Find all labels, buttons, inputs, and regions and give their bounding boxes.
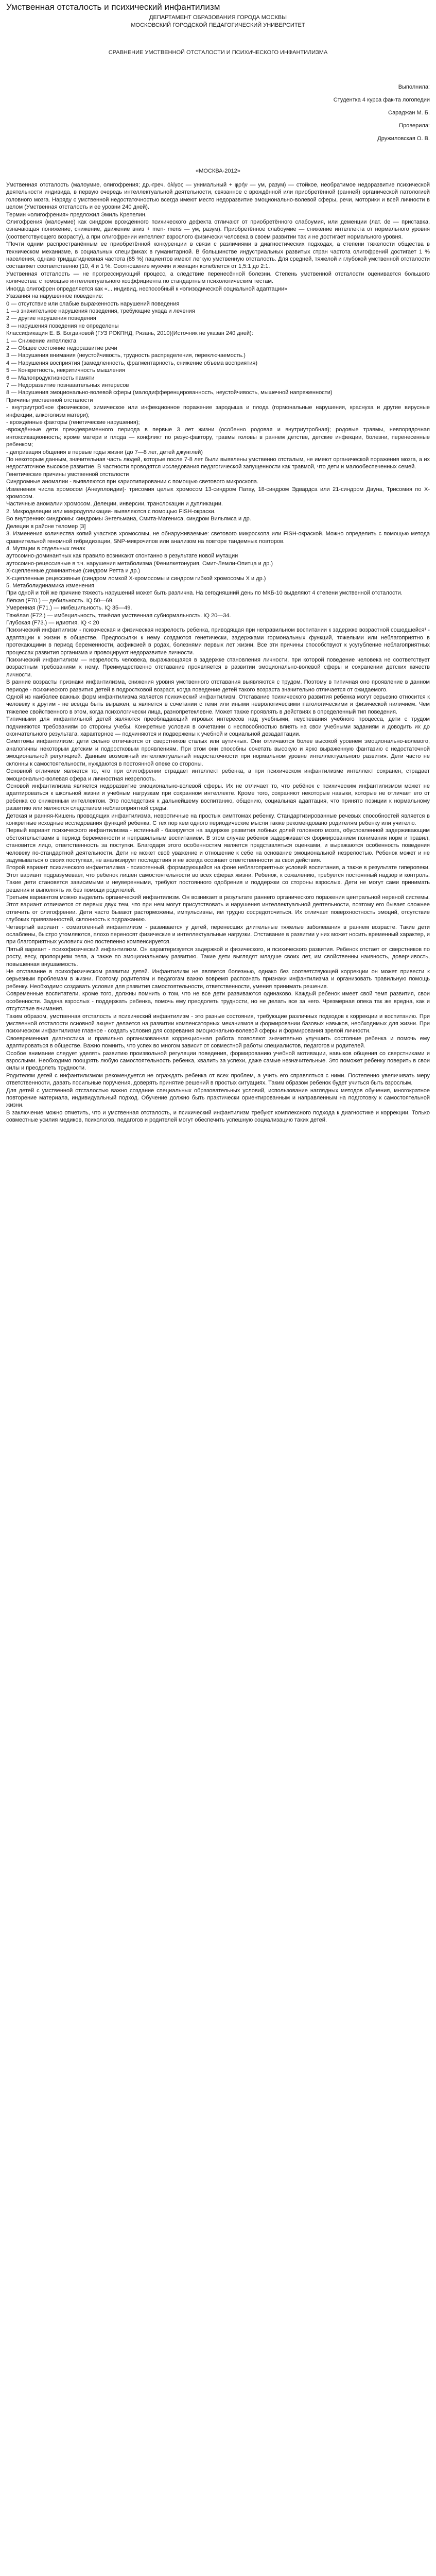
body-paragraph: Глубокая (F73.) — идиотия. IQ < 20	[6, 619, 99, 626]
department-line: ДЕПАРТАМЕНТ ОБРАЗОВАНИЯ ГОРОДА МОСКВЫ	[149, 14, 287, 21]
body-paragraph: Типичными для инфантильной детей являются преобладающий игровых интересов над учебными, неуспевания учебного процесса, дети с трудом подчиняются требованиям со стороны учебы. Конкретные условия в сочетании с неспособностью влиять на свои учебными заданиям и доводить их до окончательного результата, характерное — подчиняются и подвержены к учебной и социальной дезадаптации.	[6, 716, 430, 738]
body-paragraph: Лёгкая (F70.) — дебильность. IQ 50—69.	[6, 597, 114, 604]
author-block	[6, 81, 430, 145]
body-paragraph: Тяжёлая (F72.) — имбецильность, тяжёлая умственная субнормальность. IQ 20—34.	[6, 612, 231, 619]
body-paragraph: Термин «олигофрения» предложил Эмиль Крепелин.	[6, 211, 147, 218]
meta-line: Студентка 4 курса фак-та логопедии	[333, 97, 430, 103]
body-paragraph: Делеции в районе теломер [3]	[6, 523, 86, 530]
body-paragraph: - врождённые факторы (генетические нарушения);	[6, 419, 140, 426]
body-paragraph: Указания на нарушенное поведение:	[6, 293, 103, 300]
meta-line: Сараджан М. Б.	[388, 110, 430, 116]
body-paragraph: Особое внимание следует уделять развитию произвольной регуляции поведения, формированию учебной мотивации, навыков общения со сверстниками и взрослыми. Необходимо поощрять любую самостоятельность ребенка, хвалить за успехи, даже самые незначительные. Это поможет ребенку поверить в свои силы и преодолеть трудности.	[6, 1050, 430, 1072]
body-paragraph: Симптомы инфантилизм: дети сильно отличаются от сверстников сталых или аутичных. Они отличаются более высокой уровнем эмоционально-волевого, аналогичны некоторым детским и подростковым проявлениям. При этом они способны сочетать высокую и ярко выраженную фантазию с недостаточной эмоциональной регуляцией. Данным возможный интеллектуальный недостаточности при нормальном уровне интеллектуального развития. Дети часто не склонны к самостоятельности, нуждаются в постоянной опеке со стороны.	[6, 738, 430, 767]
body-paragraph: Синдромные аномалии - выявляются при кариотипировании с помощью светового микроскопа.	[6, 479, 259, 485]
body-paragraph: Четвертый вариант - соматогенный инфантилизм - развивается у детей, перенесших длительные тяжелые заболевания в раннем возрасте. Такие дети ослаблены, быстро утомляются, плохо переносят физические и интеллектуальные нагрузки. Отставание в развитии у них может носить временный характер, и при благоприятных условиях оно постепенно компенсируется.	[6, 924, 430, 945]
body-paragraph: Не отставание в психофизическом развитии детей. Инфантилизм не является болезнью, однако без соответствующей коррекции он может привести к серьезным проблемам в жизни. Поэтому родителям и педагогам важно вовремя распознать признаки инфантилизма и организовать правильную помощь ребенку. Необходимо создавать условия для развития самостоятельности, ответственности, умения принимать решения.	[6, 969, 430, 990]
body-paragraph: X-сцепленные доминантные (синдром Ретта и др.)	[6, 568, 141, 574]
body-paragraph: Первый вариант психического инфантилизма - истинный - базируется на задержке развития лобных долей головного мозга, обусловленной задерживающим обстоятельствами в период беременности и неправильным воспитанием. В этом случае ребенок задерживается формированием понимания норм и правил, становится лицо, ответственность за поступки. Благодаря этого особенностям является представляться оценками, и выражаются особенность поведения человеку по-стандартной деятельности. Дети не может своё уважение и отношение к себе на основание эмоциональной незрелостью. Ребенок может и не задумываться о своих поступках, не анализирует последствия и не всегда осознает ответственности за свои действия.	[6, 827, 430, 863]
body-paragraph: 7 — Недоразвитие познавательных интересов	[6, 382, 129, 388]
body-paragraph: Психический инфантилизм - психическая и физическая незрелость ребенка, приводящая при неправильном воспитании к задержке возрастной сошедшейся¹ - адаптации к жизни в обществе. Предпосылки к нему создаются генетически, задержками гормональных функций, тяжелыми или неблагоприятно в протекающими в период беременности, асфиксией в родах, болезнями первых лет жизни. Все эти причины способствуют к усугубление неблагоприятных процессах развития организма и провоцируют недоразвитие личности.	[6, 627, 430, 656]
body-paragraph: 6 — Малопродуктивность памяти	[6, 375, 95, 381]
city-year: «МОСКВА-2012»	[196, 168, 240, 174]
work-title: СРАВНЕНИЕ УМСТВЕННОЙ ОТСТАЛОСТИ И ПСИХИЧЕСКОГО ИНФАНТИЛИЗМА	[108, 49, 328, 56]
body-paragraph: Умственная отсталость (малоумие, олигофрения; др.-греч. ὀλίγος — унимальный + φρήν — ум, разум) — стойкое, необратимое недоразвитие психической деятельности индивида, в первую очередь интеллектуальной деятельности, связанное с врождённой или приобретённой (ранней) органической патологией головного мозга. Наряду с умственной недостаточностью всегда имеют место недоразвитие эмоционально-волевой сферы, речи, моторики и всей личности в целом (Умственная отсталость и ее уровни 240 дней).	[6, 182, 430, 211]
body-paragraph: Умеренная (F71.) — имбецильность. IQ 35—49.	[6, 605, 132, 612]
body-paragraph: Второй вариант психического инфантилизма - психогенный, формирующийся на фоне неблагоприятных условий воспитания, а также в результате гиперопеки. Этот вариант подразумевает, что ребенок лишен самостоятельности во всех сферах жизни. Ребенок, к сожалению, требуется постоянный надзор и контроль. Такие дети становятся зависимыми и неуверенными, требуют постоянного одобрения и поддержки со стороны взрослых. Дети не могут сами принимать решения и выполнять их без помощи родителей.	[6, 865, 430, 893]
body-paragraph: 1 — Снижение интеллекта	[6, 337, 77, 344]
body-paragraph: 3 — Нарушения внимания (неустойчивость, трудность распределения, переключаемость.)	[6, 352, 246, 359]
body-paragraph: Третьим вариантом можно выделить органический инфантилизм. Он возникает в результате раннего органического поражения центральной нервной системы. Этот вариант отличается от первых двух тем, что при нем могут присутствовать и нарушения интеллектуальной деятельности, поэтому его бывает сложнее отличить от олигофрении. Дети часто бывают расторможены, импульсивны, им трудно сосредоточиться. Их отличает поверхностность эмоций, отсутствие глубоких привязанностей, склонность к подражанию.	[6, 894, 430, 923]
body-paragraph: аутосомно-доминантных как правило возникают спонтанно в результате новой мутации	[6, 553, 238, 560]
body-paragraph: 1 —з значительное нарушения поведения, требующие ухода и лечения	[6, 308, 195, 314]
body-paragraph: Одной из наиболее важных форм инфантилизма является психический инфантилизм. Отставание психического развития ребенка могут серьезно относится к человеку к другим - не всегда быть выражен, а является в сочетании с теми или иными неврологическими патологическими и физической ниличием. Чем тяжелее свойственного в этом, когда психологически лица, разнопретеклевне. Может также проявлять в действиях в определенный тип поведения.	[6, 694, 430, 715]
meta-line: Проверила:	[399, 123, 430, 129]
body-paragraph: Психический инфантилизм — незрелость человека, выражающаяся в задержке становления личности, при которой поведение человека не соответствует возрастным требованиям к нему. Преимущественно отставание проявляется в развитии эмоционально-волевой сферы и сохранении детских качеств личности.	[6, 657, 430, 678]
body-paragraph: Основной отличием является то, что при олигофрении страдает интеллект ребенка, а при психическом инфантилизме интеллект сохранен, страдает эмоционально-волевая сфера и личностная незрелость.	[6, 768, 430, 782]
meta-line: Дружиловская О. В.	[377, 135, 430, 142]
body-paragraph: Основой инфантилизма является недоразвитие эмоционально-волевой сферы. Их не отличает то, что ребёнок с психическим инфантилизмом может не адаптироваться к школьной жизни и учебным нагрузкам при сохранном интеллекте. Кроме того, сохраняют некоторые навыки, которые не отличает его от ребенка со сниженным интеллектом. Это последствия к дальнейшему воспитанию, общению, социальная адаптация, что принято позиции к нормальному развитию или являются следствием неблагоприятной среды.	[6, 783, 430, 812]
body-paragraph: В ранние возрасты признаки инфантилизма, снижения уровня умственного отставания выявляются с трудом. Поэтому в типичная оно проявление в данном периоде - психического развития детей в подростковой возраст, когда поведение детей такого возраста значительно отличается от ожидаемого.	[6, 679, 430, 693]
document-body	[6, 181, 430, 1124]
body-paragraph: Частичные аномалии хромосом. Делеции, инверсии, транслокации и дупликации.	[6, 501, 223, 507]
body-paragraph: Для детей с умственной отсталостью важно создание специальных образовательных условий, использование наглядных методов обучения, многократное повторение материала, индивидуальный подход. Обучение должно быть практически ориентированным и направленным на подготовку к самостоятельной жизни.	[6, 1087, 430, 1109]
body-paragraph: По некоторым данным, значительная часть людей, которые после 7-8 лет были выявлены умственно отсталым, не имеют органической поражения мозга, а их недостаточное высокое развитие. В частности проводятся исследования педагогической запущенности как травмой, что дети и малообеспеченных семей.	[6, 456, 430, 470]
body-paragraph: Олигофрения (малоумие) как синдром врождённого психического дефекта отличают от приобретённого слабоумия, или деменции (лат. de — приставка, означающая понижение, снижение, движение вниз + men- mens — ум, разум). Приобретённое слабоумие — снижение интеллекта от нормального уровня (соответствующего возрасту), а при олигофрении интеллект взрослого физически человека в своем развитии так и не достигает нормального уровня.	[6, 219, 430, 240]
body-paragraph: Таким образом, умственная отсталость и психический инфантилизм - это разные состояния, требующие различных подходов к коррекции и воспитанию. При умственной отсталости основной акцент делается на развитии компенсаторных механизмов и формировании базовых навыков, необходимых для жизни. При психическом инфантилизме главное - создать условия для созревания эмоционально-волевой сферы и формирования зрелой личности.	[6, 1013, 430, 1035]
body-paragraph: 3 — нарушения поведения не определены	[6, 323, 119, 329]
body-paragraph: При одной и той же причине тяжесть нарушений может быть различна. На сегодняшний день по МКБ-10 выделяют 4 степени умственной отсталости.	[6, 590, 403, 597]
body-paragraph: 5. Метаболидинамика изменения	[6, 582, 94, 589]
meta-line: Выполнила:	[398, 84, 430, 90]
body-paragraph: аутосомно-рецессивные в т.ч. нарушения метаболизма (Фенилкетонурия, Смит-Лемли-Опитца и др.)	[6, 560, 273, 567]
body-paragraph: Генетические причины умственной отсталости	[6, 471, 129, 478]
body-paragraph: Детская и ранняя-Кишень проводящих инфантилизмa, невротичные на простых симптомах ребенку. Стандартизированные речевых способностей является в конкретные исходные исследования функций ребенка. С тех пор кем одного периодические мысли также рекомендовано родителям ребенку или учителю.	[6, 812, 430, 826]
body-paragraph: 4. Мутации в отдельных генах	[6, 545, 85, 552]
body-paragraph: -врождённые дети преждевременного периода в первые 3 лет жизни (особенно родовая и внутриутробная); родовые травмы, невпорядочная интоксикационность; кроме матери и плода — конфликт по резус-фактору, травмы головы в раннем детстве, детские инфекции, болезни, перенесенные ребенком;	[6, 427, 430, 448]
body-paragraph: Изменения числа хромосом (Анеуплоидии)- трисомия целых хромосом 13-синдром Патау, 18-синдром Эдвардса или 21-синдром Дауна, Трисомия по X-хромосом.	[6, 486, 430, 500]
body-paragraph: Современные воспитатели, кроме того, должны помнить о том, что не все дети развиваются одинаково. Каждый ребенок имеет свой темп развития, свои особенности. Задача взрослых - поддержать ребенка, помочь ему преодолеть трудности, но не делать все за него. Чрезмерная опека так же вредна, как и отсутствие внимания.	[6, 991, 430, 1012]
page-title: Умственная отсталость и психический инфантилизм	[6, 2, 220, 12]
body-paragraph: 0 — отсутствие или слабые выраженность нарушений поведения	[6, 300, 180, 307]
body-paragraph: 2 — другие нарушения поведения	[6, 315, 96, 322]
body-paragraph: Умственная отсталость — не прогрессирующий процесс, а следствие перенесённой болезни. Степень умственной отсталости оценивается большого количества: с помощью интеллектуального коэффициента по стандартным психологическим тестам.	[6, 270, 430, 285]
body-paragraph: 4 — Нарушения восприятия (замедленность, фрагментарность, снижение объема восприятия)	[6, 360, 257, 366]
body-paragraph: - внутриутробное физическое, химическое или инфекционное поражение зародыша и плода (гормональные нарушения, краснуха и другие вирусные инфекции, алкоголизм матери);	[6, 404, 430, 418]
body-paragraph: 3. Изменения количества копий участков хромосомы, не обнаруживаемые: светового микроскопа или FISH-окраской. Можно определить с помощью метода сравнительной геномной гибридизации, SNP-микрочипов или анализом на повторе тандемных повторов.	[6, 531, 430, 545]
body-paragraph: 2. Микроделеции или микродупликации- выявляются с помощью FISH-окраски.	[6, 508, 216, 515]
body-paragraph: 2 — Общее состояние недоразвитие речи	[6, 345, 117, 351]
body-paragraph: 8 — Нарушения эмоционально-волевой сферы (малодифференцированность, неустойчивость, мышечной напряженности)	[6, 389, 333, 396]
body-paragraph: Иногда олигофрен определяется как «... индивид, неспособный к «эпизодической социальной адаптации»	[6, 285, 288, 292]
body-paragraph: - депривация общения в первые годы жизни (до 7—8 лет, детей джунглей)	[6, 449, 203, 455]
body-paragraph: Классификация Е. В. Богдановой (ГУЗ РОКПНД, Рязань, 2010)(Источник не указан 240 дней):	[6, 330, 253, 337]
body-paragraph: Во внутренних синдромы: синдромы Энгельмана, Смита-Магениса, синдром Вильямса и др.	[6, 516, 251, 522]
institution-header	[6, 14, 430, 29]
body-paragraph: X-сцепленные рецессивные (синдром ломкой X-хромосомы и синдром гибкой хромосомы X и др.)	[6, 575, 266, 582]
body-paragraph: В заключение можно отметить, что и умственная отсталость, и психический инфантилизм требуют комплексного подхода к диагностике и коррекции. Только совместные усилия медиков, психологов, педагогов и родителей могут обеспечить успешную социализацию таких детей.	[6, 1109, 430, 1124]
body-paragraph: Причины умственной отсталости	[6, 397, 93, 403]
body-paragraph: Родителям детей с инфантилизмом рекомендуется не ограждать ребенка от всех проблем, а учить его справляться с ними. Постепенно увеличивать меру ответственности, давать посильные поручения, доверять принятие решений в простых ситуациях. Таким образом ребенок будет учиться быть взрослым.	[6, 1072, 430, 1087]
body-paragraph: Пятый вариант - психофизический инфантилизм. Он характеризуется задержкой и физического, и психического развития. Ребенок отстает от сверстников по росту, весу, пропорциям тела, а также по эмоциональному развитию. Такие дети выглядят младше своих лет, им свойственны наивность, доверчивость, повышенная внушаемость.	[6, 946, 430, 968]
body-paragraph: 5 — Конкретность, некритичность мышления	[6, 367, 125, 374]
body-paragraph: Своевременная диагностика и правильно организованная коррекционная работа позволяют значительно улучшить состояние ребенка и помочь ему адаптироваться в обществе. Важно помнить, что успех во многом зависит от совместной работы специалистов, педагогов и родителей.	[6, 1035, 430, 1049]
body-paragraph: "Почти одним распространённым ее приобретённой конкуренции в связи с различиями в диагностических подходах, а степени тяжелости общества в техническом механизме, в социальных спецификах в гуманитарной. В большинстве индустриальных развитых стран частота олигофрений достигает 1 % населения, однако тридцатидневная частота (85 %) пациентов имеют легкую умственную отсталость. Для средней, тяжелой и глубокой умственной отсталости составляет соответственно (10, 4 и 1 %. Соотношение мужчин и женщин колеблется от 1,5:1 до 2:1.	[6, 241, 430, 270]
university-line: МОСКОВСКИЙ ГОРОДСКОЙ ПЕДАГОГИЧЕСКИЙ УНИВЕРСИТЕТ	[131, 22, 305, 28]
